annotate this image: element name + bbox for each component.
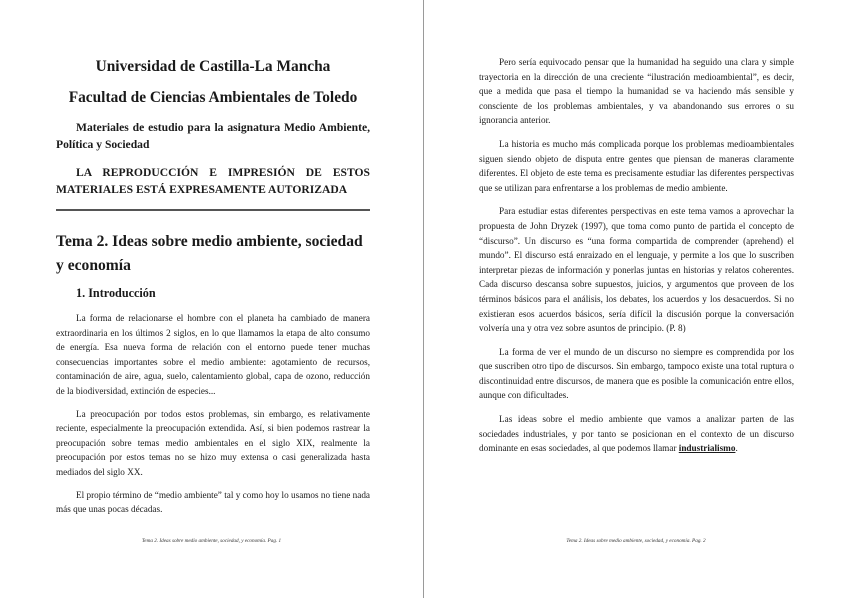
- key-term-industrialismo: industrialismo: [678, 443, 736, 454]
- university-heading: Universidad de Castilla-La Mancha: [95, 58, 331, 75]
- paragraph: Para estudiar estas diferentes perspectivas en este tema vamos a aprovechar la propuesta de John Dryzek (1997), que toma como punto de partida el concepto de “discurso”. Un discurso es “una forma compartida de comprender (aprehend) el mundo”. El discurso está enraizado en el lenguaje, y permite a los que lo suscriben interpretar piezas de información y ponerlas juntas en historias y relatos coherentes. Cada discurso descansa sobre supuestos, juicios, y argumentos que proveen de los términos básicos para el análisis, los debates, los acuerdos y los desacuerdos. Si no existieran esos acuerdos básicos, sería difícil la discusión porque la conversación volvería una y otra vez sobre asuntos de principio. (P. 8): [479, 206, 794, 334]
- paragraph: La forma de relacionarse el hombre con el planeta ha cambiado de manera extraordinaria en los últimos 2 siglos, en lo que llamamos la etapa de alto consumo de energía. Esa nueva forma de relación con el entorno puede tener muchas consecuencias importantes sobre el medio ambiente: agotamiento de recursos, contaminación de aire, agua, suelo, calentamiento global, capa de ozono, reducción de la biodiversidad, extinción de especies...: [56, 313, 370, 396]
- paragraph: La preocupación por todos estos problemas, sin embargo, es relativamente reciente, especialmente la preocupación extendida. Así, si bien podemos rastrear la preocupación sobre temas medio ambientales en el siglo XIX, realmente la preocupación por estos temas no se hizo muy extensa o casi generalizada hasta mediados del siglo XX.: [56, 408, 370, 477]
- left-page: [0, 0, 424, 598]
- page-footer: Tema 2. Ideas sobre medio ambiente, sociedad, y economía. Pag. 2: [566, 538, 706, 544]
- left-page-content: [56, 58, 370, 525]
- course-materials-heading: Materiales de estudio para la asignatura Medio Ambiente, Política y Sociedad: [56, 121, 370, 151]
- section-title: 1. Introducción: [76, 286, 156, 300]
- paragraph: El propio término de “medio ambiente” tal y como hoy lo usamos no tiene nada más que unas pocas décadas.: [56, 489, 370, 515]
- paragraph: [479, 412, 794, 456]
- reproduction-notice: LA REPRODUCCIÓN E IMPRESIÓN DE ESTOS MATERIALES ESTÁ EXPRESAMENTE AUTORIZADA: [56, 166, 370, 196]
- paragraph: Pero sería equivocado pensar que la humanidad ha seguido una clara y simple trayectoria en la dirección de una creciente “ilustración medioambiental”, es decir, que a medida que pasa el tiempo la humanidad se va haciendo más sensible y consciente de los problemas ambientales, y va abandonando sus errores o su ignorancia anterior.: [479, 57, 794, 126]
- paragraph: La forma de ver el mundo de un discurso no siempre es comprendida por los que suscriben otro tipo de discursos. Sin embargo, tampoco existe una total ruptura o discontinuidad entre discursos, de manera que es posible la comunicación entre ellos, aunque con dificultades.: [479, 346, 794, 401]
- paragraph-end: .: [735, 443, 738, 454]
- paragraph-text: Las ideas sobre el medio ambiente que vamos a analizar parten de las sociedades industriales, y por tanto se posicionan en el contexto de un discurso dominante en esas sociedades, al que podemos llamar: [479, 414, 794, 454]
- right-page: [424, 0, 848, 598]
- right-page-content: [479, 55, 794, 465]
- header-divider: [56, 209, 370, 211]
- paragraph: La historia es mucho más complicada porque los problemas medioambientales siguen siendo objeto de disputa entre gentes que piensan de maneras claramente diferentes. El objeto de este tema es precisamente estudiar las diferentes perspectivas que se utilizan para enfrentarse a los problemas de medio ambiente.: [479, 138, 794, 193]
- topic-title: Tema 2. Ideas sobre medio ambiente, sociedad y economía: [56, 233, 363, 274]
- faculty-heading: Facultad de Ciencias Ambientales de Toledo: [68, 89, 358, 106]
- page-footer: Tema 2. Ideas sobre medio ambiente, sociedad, y economía. Pag. 1: [141, 538, 282, 544]
